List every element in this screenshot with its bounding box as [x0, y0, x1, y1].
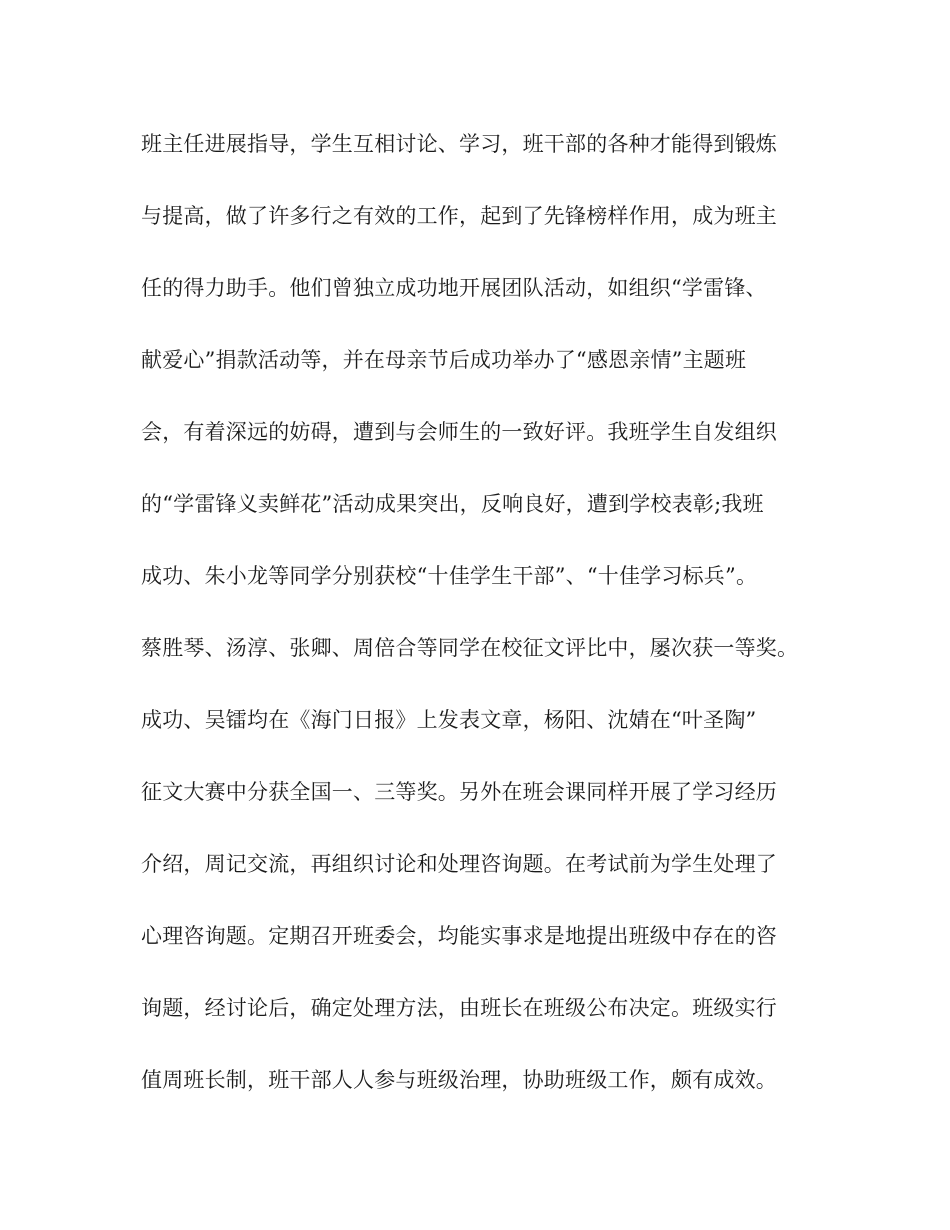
text-line: 心理咨询题。定期召开班委会，均能实事求是地提出班级中存在的咨	[141, 924, 777, 948]
text-line: 询题，经讨论后，确定处理方法，由班长在班级公布决定。班级实行	[141, 996, 777, 1020]
text-line: 征文大赛中分获全国一、三等奖。另外在班会课同样开展了学习经历	[141, 780, 777, 804]
text-line: 成功、吴镭均在《海门日报》上发表文章，杨阳、沈婧在“叶圣陶”	[141, 708, 757, 732]
text-line: 成功、朱小龙等同学分别获校“十佳学生干部”、“十佳学习标兵”。	[141, 564, 758, 588]
text-line: 蔡胜琴、汤淳、张卿、周倍合等同学在校征文评比中，屡次获一等奖。	[141, 636, 799, 660]
text-line: 与提高，做了许多行之有效的工作，起到了先锋榜样作用，成为班主	[141, 204, 777, 228]
text-line: 会，有着深远的妨碍，遭到与会师生的一致好评。我班学生自发组织	[141, 420, 777, 444]
text-line: 介绍，周记交流，再组织讨论和处理咨询题。在考试前为学生处理了	[141, 852, 777, 876]
text-line: 的“学雷锋义卖鲜花”活动成果突出，反响良好，遭到学校表彰;我班	[141, 492, 764, 516]
text-line: 任的得力助手。他们曾独立成功地开展团队活动，如组织“学雷锋、	[141, 276, 767, 300]
text-line: 献爱心”捐款活动等，并在母亲节后成功举办了“感恩亲情”主题班	[141, 348, 747, 372]
text-line: 值周班长制，班干部人人参与班级治理，协助班级工作，颇有成效。	[141, 1068, 777, 1092]
text-line: 班主任进展指导，学生互相讨论、学习，班干部的各种才能得到锻炼	[141, 132, 777, 156]
body-text	[141, 120, 811, 1128]
